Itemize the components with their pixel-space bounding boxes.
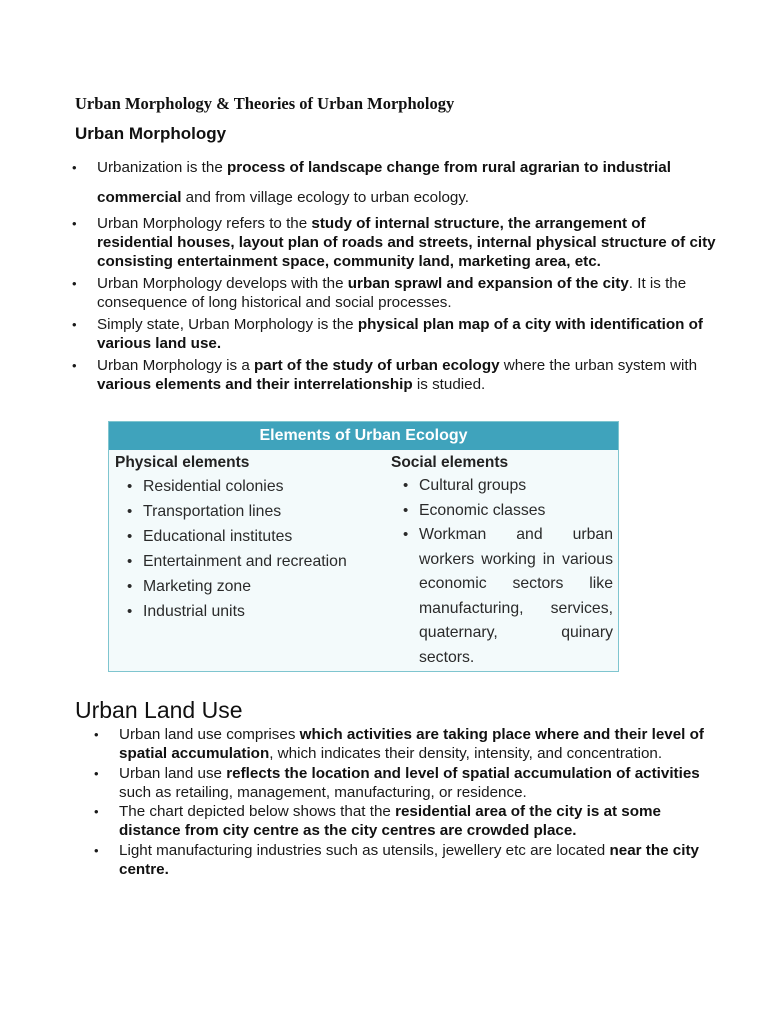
physical-elements-column xyxy=(115,450,385,624)
bullet-item xyxy=(119,764,719,803)
bullet-item xyxy=(97,214,717,271)
physical-element-item: • Educational institutes xyxy=(115,524,385,549)
bullet-item xyxy=(119,841,719,880)
physical-elements-title: Physical elements xyxy=(115,454,250,471)
bullet-text: Urban land use comprises xyxy=(119,726,300,743)
bullet-item xyxy=(97,153,717,213)
bullet-text: is studied. xyxy=(412,376,486,393)
bullet-text: Urbanization is the xyxy=(97,159,228,176)
bullet-item xyxy=(119,725,719,764)
bullet-bold-text: physical plan map of a city with identification of various land use. xyxy=(97,316,703,352)
bullet-text: where the urban system with xyxy=(499,357,698,374)
bullet-text: such as retailing, management, manufacturing, or residence. xyxy=(119,783,527,801)
section-title-urban-morphology: Urban Morphology xyxy=(75,124,227,143)
bullet-bold-text: which activities are taking place where and their level of spatial accumulation xyxy=(119,726,704,763)
bullet-bold-text: process of landscape change from rural agrarian to industrial commercial xyxy=(97,159,671,206)
social-elements-list xyxy=(391,474,613,670)
physical-element-item: • Residential colonies xyxy=(115,474,385,499)
bullet-text: Urban Morphology develops with the xyxy=(97,275,348,292)
bullet-item xyxy=(119,802,719,841)
document-title: Urban Morphology & Theories of Urban Morphology xyxy=(75,94,455,113)
bullet-bold-text: study of internal structure, the arrangement of residential houses, layout plan of roads and streets, internal physical structure of city consisting entertainment space, community land, marketing area, etc. xyxy=(97,215,716,270)
physical-element-item: • Entertainment and recreation xyxy=(115,549,385,574)
social-element-item: • Workman and urban workers working in various economic sectors like manufacturing, services, quaternary, quinary sectors. xyxy=(391,523,613,670)
social-elements-column xyxy=(391,450,613,670)
bullet-bold-text: urban sprawl and expansion of the city xyxy=(347,275,629,292)
bullet-text: The chart depicted below shows that the xyxy=(119,803,396,821)
bullet-bold-text: part of the study of urban ecology xyxy=(254,357,500,374)
section-title-urban-land-use: Urban Land Use xyxy=(75,697,243,723)
social-element-item: • Economic classes xyxy=(391,499,613,524)
bullet-item xyxy=(97,274,717,312)
bullet-text: , which indicates their density, intensity, and concentration. xyxy=(269,745,663,763)
bullet-bold-text: near the city centre. xyxy=(119,841,699,879)
bullet-text: Urban land use xyxy=(119,764,227,782)
bullet-text: Simply state, Urban Morphology is the xyxy=(97,316,358,333)
urban-land-use-bullet-list xyxy=(119,725,719,879)
social-elements-title: Social elements xyxy=(391,454,509,471)
urban-ecology-elements-figure xyxy=(108,421,619,672)
bullet-bold-text: reflects the location and level of spatial accumulation of activities xyxy=(226,764,700,782)
bullet-item xyxy=(97,356,717,394)
physical-element-item: • Transportation lines xyxy=(115,499,385,524)
figure-heading: Elements of Urban Ecology xyxy=(109,422,618,450)
social-element-item: • Cultural groups xyxy=(391,474,613,499)
bullet-item xyxy=(97,315,717,353)
bullet-text: . It is the consequence of long historical and social processes. xyxy=(97,275,687,311)
physical-element-item: • Marketing zone xyxy=(115,574,385,599)
bullet-text: Urban Morphology refers to the xyxy=(97,215,312,232)
physical-elements-list xyxy=(115,474,385,624)
bullet-bold-text: various elements and their interrelationship xyxy=(97,376,413,393)
bullet-bold-text: residential area of the city is at some distance from city centre as the city centres are crowded place. xyxy=(119,803,661,840)
bullet-text: Light manufacturing industries such as utensils, jewellery etc are located xyxy=(119,841,610,859)
bullet-text: Urban Morphology is a xyxy=(97,357,255,374)
physical-element-item: • Industrial units xyxy=(115,599,385,624)
urban-morphology-bullet-list xyxy=(97,153,717,397)
bullet-text: and from village ecology to urban ecology. xyxy=(181,189,470,206)
